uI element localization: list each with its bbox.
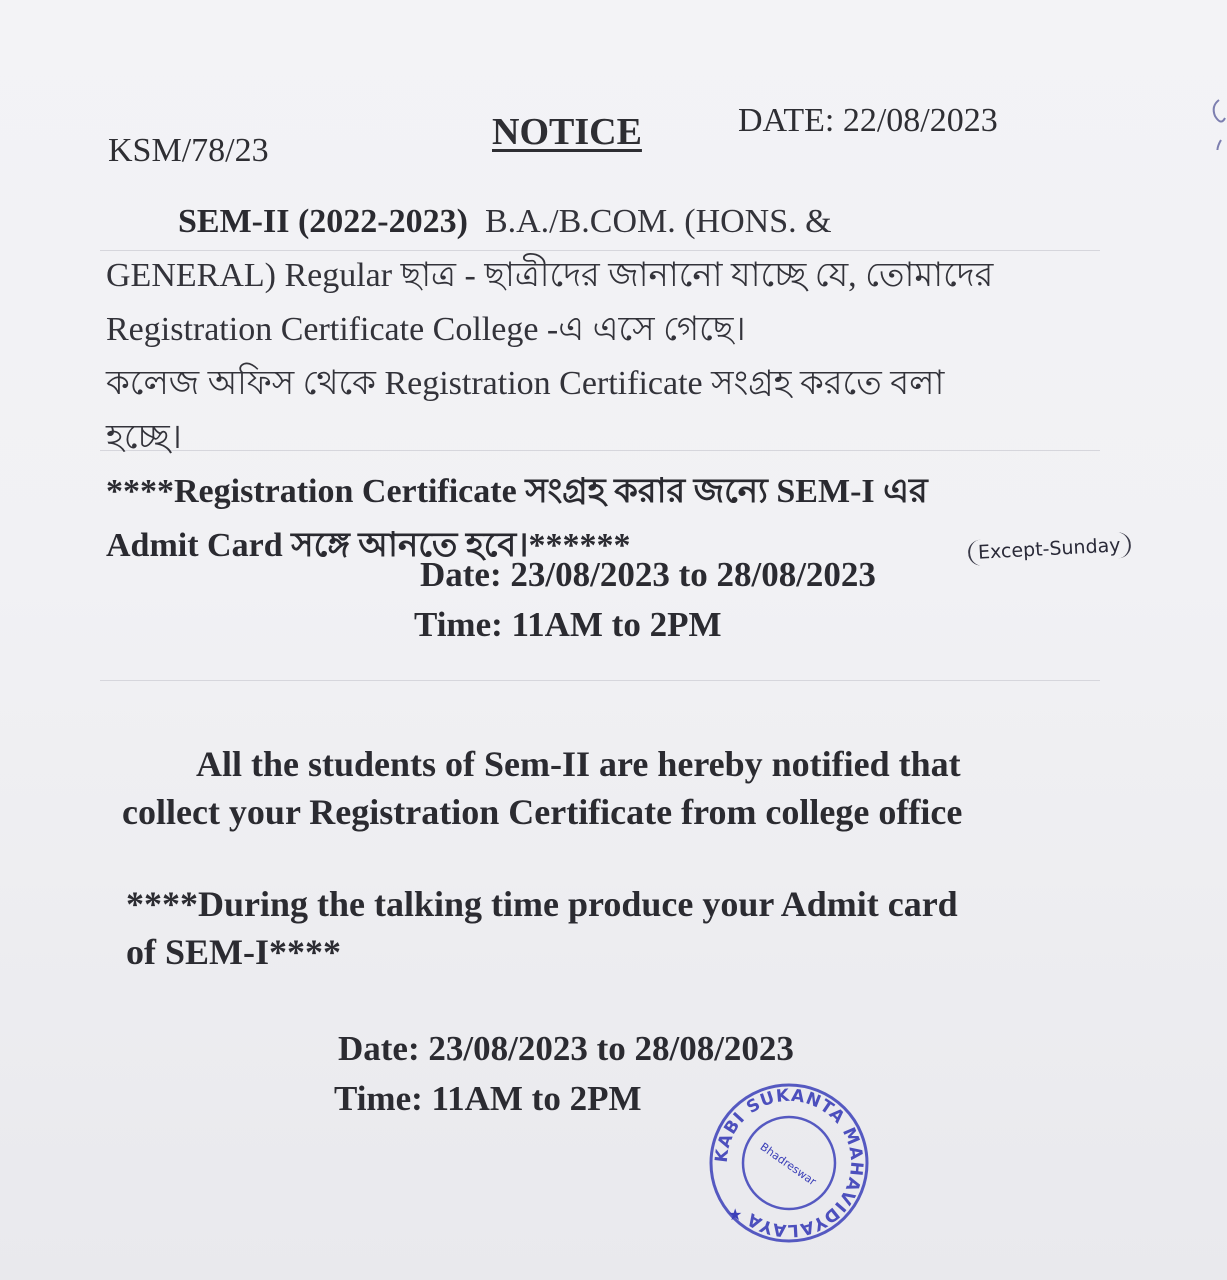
seal-star-icon: ★ [728,1205,743,1224]
bengali-line-3: Registration Certificate College -এ এসে গেছে। [106,311,746,348]
reference-number: KSM/78/23 [108,132,269,169]
handwritten-note: Except-Sunday [967,532,1131,566]
english-para2-line2: of SEM-I**** [126,932,341,972]
course-label: B.A./B.COM. (HONS. & [484,203,832,240]
notice-date: DATE: 22/08/2023 [738,102,998,139]
english-para1-line1: All the students of Sem-II are hereby notified that [196,744,961,784]
college-seal [706,1080,872,1246]
bengali-line-4: কলেজ অফিস থেকে Registration Certificate সংগ্রহ করতে বলা [106,365,945,402]
margin-scribble [1197,40,1227,150]
english-time: Time: 11AM to 2PM [334,1079,642,1118]
seal-inner-text: Bhadreswar [757,1140,819,1189]
bengali-notice [106,195,1026,573]
english-date: Date: 23/08/2023 to 28/08/2023 [338,1029,794,1068]
english-paragraph-1 [122,740,1102,836]
seal-outer-text: KABI SUKANTA MAHAVIDYALAYA [711,1085,867,1241]
bengali-line-2: GENERAL) Regular ছাত্র - ছাত্রীদের জানানো যাচ্ছে যে, তোমাদের [106,257,994,294]
bengali-line-6: ****Registration Certificate সংগ্রহ করার জন্যে SEM-I এর [106,473,928,510]
bengali-line-7: Admit Card সঙ্গে আনতে হবে।****** [106,527,631,564]
semester-label: SEM-II (2022-2023) [178,203,468,240]
english-para2-line1: ****During the talking time produce your Admit card [126,884,958,924]
seal-graphic [706,1080,872,1246]
notice-title: NOTICE [492,111,642,153]
bengali-time: Time: 11AM to 2PM [414,605,722,644]
bengali-line-5: হচ্ছে। [106,419,182,456]
bleed-rule [100,680,1100,681]
bengali-date: Date: 23/08/2023 to 28/08/2023 [420,555,876,594]
english-para1-line2: collect your Registration Certificate from college office [122,792,963,832]
course-line [106,195,1026,249]
english-paragraph-2 [126,880,1106,976]
